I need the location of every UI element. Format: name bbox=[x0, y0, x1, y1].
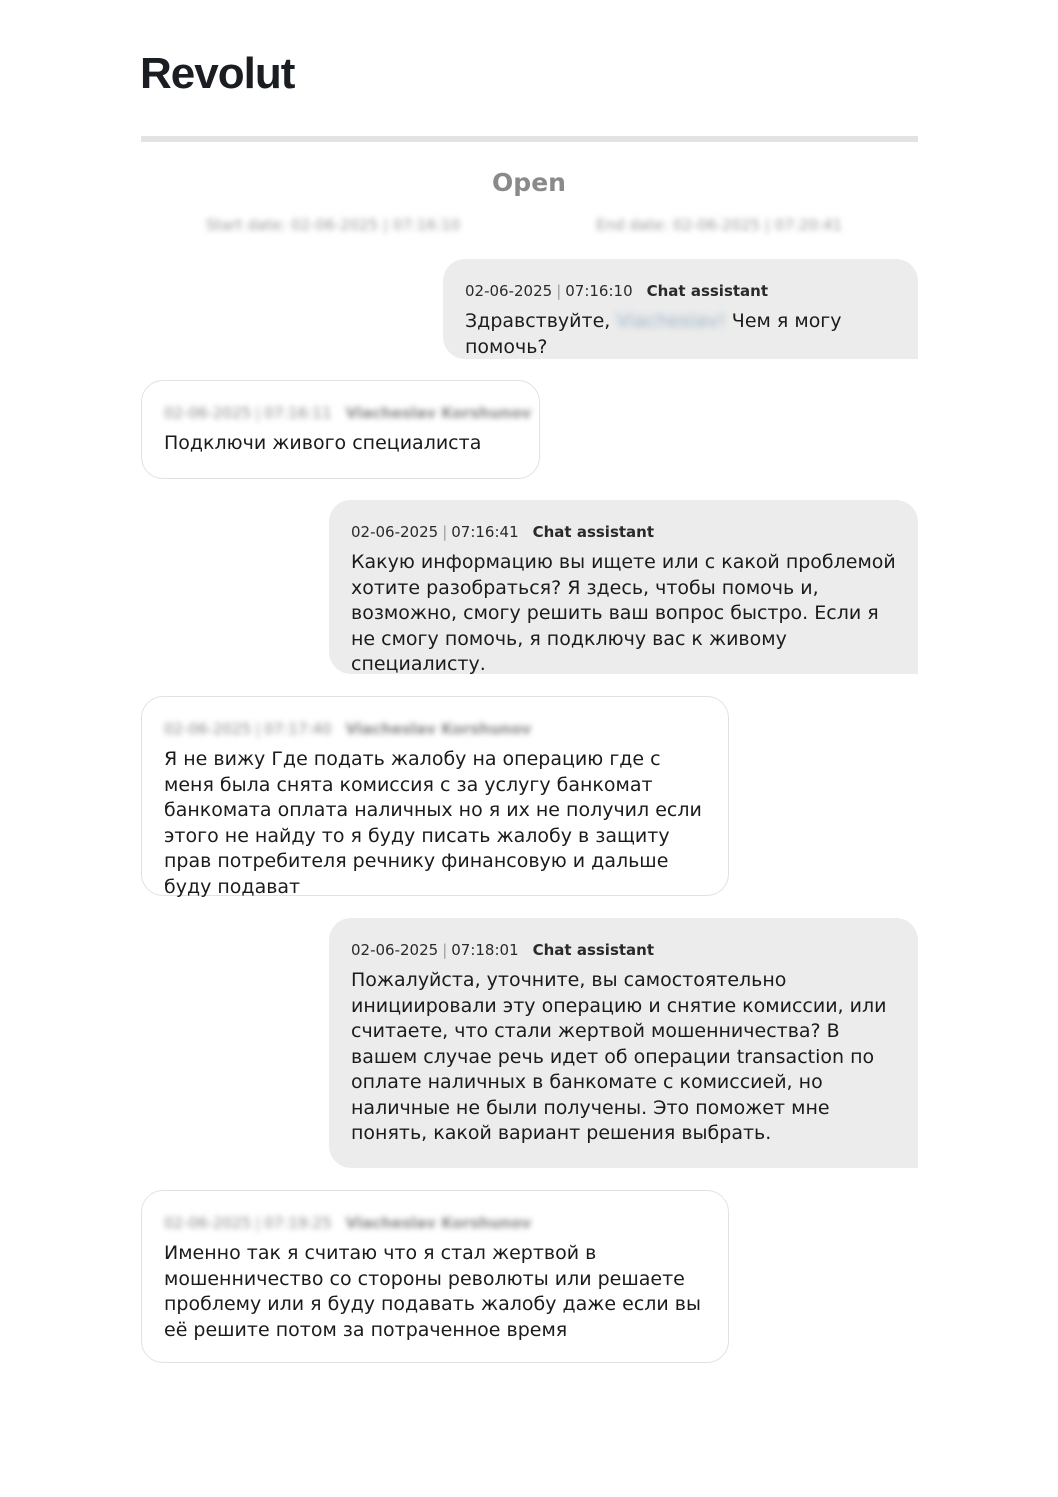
redacted-name: Viacheslav! bbox=[616, 310, 726, 332]
meta-separator: | bbox=[556, 282, 562, 300]
user-message bbox=[141, 380, 540, 479]
message-text-part: Здравствуйте, bbox=[465, 310, 611, 332]
meta-separator: | bbox=[255, 720, 261, 738]
message-author: Viacheslav Korshunov bbox=[345, 720, 532, 738]
message-time: 07:18:01 bbox=[451, 941, 519, 959]
message-date: 02-06-2025 bbox=[465, 282, 553, 300]
message-date: 02-06-2025 bbox=[351, 523, 439, 541]
revolut-logo: Revolut bbox=[140, 49, 295, 98]
assistant-message bbox=[443, 259, 918, 359]
message-author: Viacheslav Korshunov bbox=[345, 404, 532, 422]
assistant-message bbox=[329, 918, 918, 1168]
message-time: 07:17:40 bbox=[264, 720, 332, 738]
message-meta bbox=[351, 940, 898, 960]
message-author: Chat assistant bbox=[532, 941, 655, 959]
message-author: Chat assistant bbox=[532, 523, 655, 541]
message-time: 07:19:25 bbox=[264, 1214, 332, 1232]
message-text: Какую информацию вы ищете или с какой проблемой хотите разобраться? Я здесь, чтобы помочь и, возможно, смогу решить ваш вопрос быстро. Если я не смогу помочь, я подключу вас к живому специалисту. bbox=[351, 551, 896, 675]
message-meta bbox=[351, 522, 898, 542]
meta-separator: | bbox=[255, 404, 261, 422]
message-time: 07:16:10 bbox=[565, 282, 633, 300]
message-text: Подключи живого специалиста bbox=[164, 432, 482, 454]
message-time: 07:16:41 bbox=[451, 523, 519, 541]
message-text: Пожалуйста, уточните, вы самостоятельно инициировали эту операцию и снятие комиссии, или считаете, что стали жертвой мошенничества? В вашем случае речь идет об операции transaction по оплате наличных в банкомате с комиссией, но наличные не были получены. Это поможет мне понять, какой вариант решения выбрать. bbox=[351, 969, 887, 1144]
assistant-message bbox=[329, 500, 918, 674]
conversation-status: Open bbox=[492, 168, 566, 197]
message-text-part: Чем я могу помочь? bbox=[465, 310, 842, 358]
message-date: 02-06-2025 bbox=[351, 941, 439, 959]
user-message bbox=[141, 1190, 729, 1363]
message-date: 02-06-2025 bbox=[164, 1214, 252, 1232]
message-date: 02-06-2025 bbox=[164, 404, 252, 422]
message-author: Chat assistant bbox=[646, 282, 769, 300]
message-meta bbox=[465, 281, 898, 301]
message-text: Я не вижу Где подать жалобу на операцию где с меня была снята комиссия с за услугу банкомат банкомата оплата наличных но я их не получил если этого не найду то я буду писать жалобу в защиту прав потребителя речнику финансовую и дальше буду подават bbox=[164, 748, 702, 898]
meta-separator: | bbox=[442, 523, 448, 541]
user-message bbox=[141, 696, 729, 896]
start-date: Start date: 02-06-2025 | 07:16:10 bbox=[206, 216, 461, 234]
message-author: Viacheslav Korshunov bbox=[345, 1214, 532, 1232]
meta-separator: | bbox=[255, 1214, 261, 1232]
message-text bbox=[465, 309, 898, 360]
message-time: 07:16:11 bbox=[264, 404, 332, 422]
message-date: 02-06-2025 bbox=[164, 720, 252, 738]
message-meta bbox=[164, 403, 532, 423]
message-meta bbox=[164, 1213, 708, 1233]
header-divider bbox=[141, 136, 918, 142]
message-text: Именно так я считаю что я стал жертвой в мошенничество со стороны революты или решаете проблему или я буду подавать жалобу даже если вы её решите потом за потраченное время bbox=[164, 1242, 702, 1341]
end-date: End date: 02-06-2025 | 07:20:41 bbox=[596, 216, 843, 234]
meta-separator: | bbox=[442, 941, 448, 959]
message-meta bbox=[164, 719, 708, 739]
